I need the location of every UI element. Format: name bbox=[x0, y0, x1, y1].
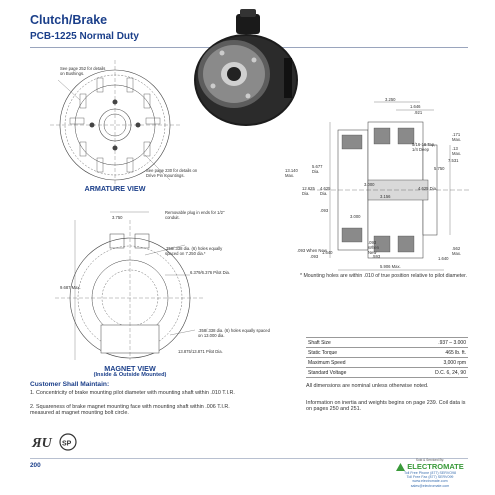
dim-921: .921 bbox=[414, 110, 423, 115]
spec-label: Static Torque bbox=[306, 348, 395, 358]
fax-text: Toll Free Fax (877) SERV099 bbox=[406, 475, 454, 480]
magnet-view-caption: MAGNET VIEW bbox=[104, 364, 156, 373]
dim-12625: 12.625 Dia. bbox=[302, 186, 315, 196]
electromate-logo-icon bbox=[396, 463, 405, 471]
dim-3750: 3.750 bbox=[112, 215, 123, 220]
customer-maintain-title: Customer Shall Maintain: bbox=[30, 381, 110, 388]
dim-1646: 1.646 bbox=[410, 104, 421, 109]
page-subtitle: PCB-1225 Normal Duty bbox=[30, 31, 139, 42]
table-row bbox=[306, 368, 468, 378]
inertia-note: Information on inertia and weights begins on page 239. Coil data is on pages 250 and 251. bbox=[306, 400, 466, 413]
brand-name: ELECTROMATE bbox=[407, 462, 464, 471]
dim-13: .13 Max. bbox=[452, 146, 462, 156]
spec-value: 465 lb. ft. bbox=[395, 348, 468, 358]
email-link[interactable]: sales@electromate.com bbox=[410, 483, 450, 488]
phone-text: Toll Free Phone (877) SERVO98 bbox=[403, 471, 457, 475]
customer-item-2: 2. Squareness of brake magnet mounting face with mounting shaft within .006 T.I.R. measured at magnet mounting bolt circle. bbox=[30, 404, 230, 417]
dim-093-a: .093 bbox=[320, 208, 329, 213]
spec-value: .937 – 3.000 bbox=[395, 338, 468, 348]
holes-note-2: .358/.338 dia. (6) holes equally spaced on 13.000 dia. bbox=[198, 328, 270, 338]
dim-5750: 5.750 bbox=[434, 166, 445, 171]
customer-item-1: 1. Concentricity of brake mounting pilot diameter with mounting shaft within .010 T.I.R. bbox=[30, 390, 235, 396]
pilot-dia-1: 6.379/6.376 Pilot Dia. bbox=[190, 270, 231, 275]
table-row bbox=[306, 348, 468, 358]
spec-label: Shaft Size bbox=[306, 338, 395, 348]
armature-view-caption: ARMATURE VIEW bbox=[84, 184, 146, 193]
dim-3156: 3.156 bbox=[380, 194, 391, 199]
mounting-footnote: * Mounting holes are within .010 of true position relative to pilot diameter. bbox=[300, 273, 467, 279]
dim-5906: 5.906 Max. bbox=[380, 264, 401, 269]
dim-171: .171 Max. bbox=[452, 132, 462, 142]
dim-562: .562 Max. bbox=[452, 246, 462, 256]
dim-3000-a: 3.000 bbox=[364, 182, 375, 187]
spec-label: Standard Voltage bbox=[306, 368, 395, 378]
conduit-plug-note: Removable plug in ends for 1/2" conduit. bbox=[165, 210, 225, 220]
csa-mark-icon bbox=[60, 434, 76, 450]
dimensions-note: All dimensions are nominal unless otherwise noted. bbox=[306, 383, 429, 389]
magnet-view-subcaption: (Inside & Outside Mounted) bbox=[93, 372, 167, 378]
website-link[interactable]: www.electromate.com bbox=[412, 479, 448, 484]
dim-1640-b: 1.640 bbox=[438, 256, 449, 261]
product-photo bbox=[188, 8, 308, 128]
dim-9687: 9.687 Max. bbox=[60, 285, 81, 290]
page-title: Clutch/Brake bbox=[30, 13, 108, 27]
dim-7531: 7.531 bbox=[448, 158, 459, 163]
table-row bbox=[306, 358, 468, 368]
certification-logos bbox=[30, 432, 82, 452]
drive-pin-note: See page 230 for details on Drive Pin mountings. bbox=[146, 168, 198, 178]
page-number: 200 bbox=[30, 462, 41, 469]
spec-value: 3,000 rpm bbox=[395, 358, 468, 368]
tap-dim: 5/16-18 Tap, 1/4 Deep bbox=[412, 142, 436, 152]
bushings-note: See page 252 for details on Bushings. bbox=[60, 66, 106, 76]
dim-093-new-a: .093 When New bbox=[297, 248, 327, 253]
dim-093-b: .093 bbox=[310, 254, 319, 259]
svg-text:SP: SP bbox=[62, 440, 72, 448]
ur-mark-icon bbox=[31, 436, 53, 451]
dim-5677: 5.677 Dia. bbox=[312, 164, 323, 174]
holes-note-1: .358/.338 dia. (6) holes equally spaced on 7.250 dia.* bbox=[165, 246, 223, 256]
table-row bbox=[306, 338, 468, 348]
dim-4625-a: 4.625 Dia. bbox=[320, 186, 331, 196]
sold-by-label: Sold & Serviced By: bbox=[415, 458, 445, 462]
electromate-footer bbox=[392, 458, 468, 488]
dim-4625-b: 4.625 Dia. bbox=[418, 186, 438, 191]
dim-13140: 13.140 Max. bbox=[285, 168, 298, 178]
dim-3000-b: 3.000 bbox=[350, 214, 361, 219]
spec-label: Maximum Speed bbox=[306, 358, 395, 368]
spec-value: D.C. 6, 24, 90 bbox=[395, 368, 468, 378]
svg-text:ЯU: ЯU bbox=[32, 436, 52, 451]
dim-093-new-b: .093 When New bbox=[368, 240, 379, 255]
dim-3250: 3.250 bbox=[385, 97, 396, 102]
dim-1640-a: 1.640 bbox=[322, 250, 333, 255]
specs-table bbox=[306, 337, 468, 378]
dim-593: .593 bbox=[372, 254, 381, 259]
pilot-dia-2: 13.875/13.871 Pilot Dia. bbox=[178, 349, 223, 354]
